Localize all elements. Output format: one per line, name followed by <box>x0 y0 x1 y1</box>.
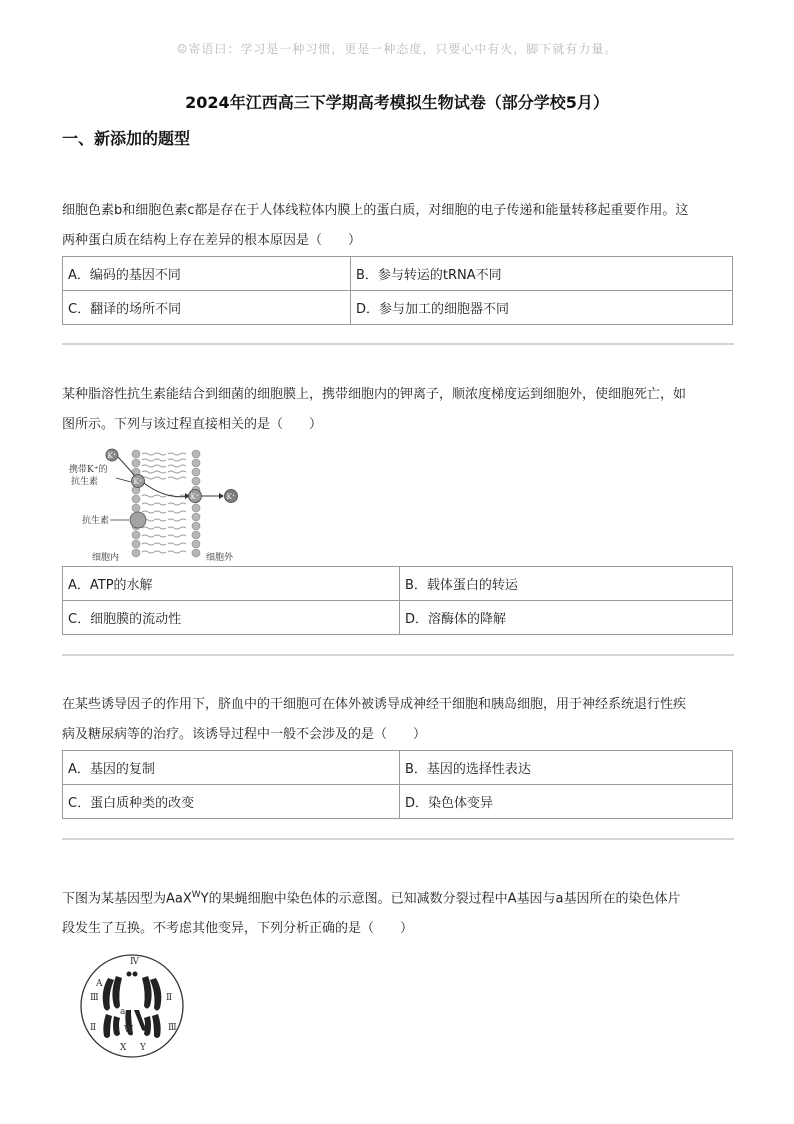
question-stem-line: 病及糖尿病等的治疗。该诱导过程中一般不会涉及的是（ ） <box>62 727 427 742</box>
option-c[interactable]: C．蛋白质种类的改变 <box>63 785 400 819</box>
antibiotic-label: 抗生素 <box>82 516 110 526</box>
option-a[interactable]: A．ATP的水解 <box>63 567 400 601</box>
stem-text: 下图为某基因型为AaX <box>62 891 192 907</box>
ion-label: K⁺ <box>226 493 236 501</box>
ion-label: K⁺ <box>107 452 117 460</box>
question-stem-line: 两种蛋白质在结构上存在差异的根本原因是（ ） <box>62 233 362 248</box>
antibiotic-membrane-figure <box>66 448 256 564</box>
fly-chromosome-figure <box>76 952 200 1060</box>
outside-cell-label: 细胞外 <box>206 553 234 563</box>
options-table <box>62 750 733 819</box>
option-a[interactable]: A．基因的复制 <box>63 751 400 785</box>
chromosome-label-iii-right: Ⅲ <box>168 1023 177 1034</box>
option-c[interactable]: C．翻译的场所不同 <box>63 291 351 325</box>
gene-label-a-lower: a <box>120 1007 126 1018</box>
question-separator <box>62 654 734 656</box>
carrier-label: 抗生素 <box>71 477 99 487</box>
option-b[interactable]: B．载体蛋白的转运 <box>400 567 733 601</box>
question-stem-line: 某种脂溶性抗生素能结合到细菌的细胞膜上，携带细胞内的钾离子，顺浓度梯度运到细胞外，使细胞死亡，如 <box>62 387 687 402</box>
section-heading: 一、新添加的题型 <box>62 129 191 148</box>
question-1 <box>62 196 734 325</box>
question-separator <box>62 343 734 345</box>
option-d[interactable]: D．参与加工的细胞器不同 <box>351 291 733 325</box>
question-stem-line: 图所示。下列与该过程直接相关的是（ ） <box>62 417 323 432</box>
inside-cell-label: 细胞内 <box>92 553 120 563</box>
option-b[interactable]: B．参与转运的tRNA不同 <box>351 257 733 291</box>
motto-header: ☺寄语曰：学习是一种习惯，更是一种态度，只要心中有火，脚下就有力量。 <box>176 42 618 56</box>
options-table <box>62 566 733 635</box>
chromosome-label-iii-left: Ⅲ <box>90 993 99 1004</box>
gene-label-w: W <box>124 1025 134 1036</box>
option-d[interactable]: D．染色体变异 <box>400 785 733 819</box>
chromosome-label-ii-left: Ⅱ <box>90 1023 97 1034</box>
option-b[interactable]: B．基因的选择性表达 <box>400 751 733 785</box>
chromosome-label-y: Y <box>140 1043 146 1054</box>
gene-label-a-upper: A <box>96 979 103 990</box>
question-stem-line: 在某些诱导因子的作用下，脐血中的干细胞可在体外被诱导成神经干细胞和胰岛细胞，用于神经系统退行性疾 <box>62 697 687 712</box>
stem-text: Y的果蝇细胞中染色体的示意图。已知减数分裂过程中A基因与a基因所在的染色体片 <box>200 891 681 907</box>
chromosome-label-x: X <box>120 1043 127 1054</box>
stem-superscript: W <box>191 890 201 900</box>
option-d[interactable]: D．溶酶体的降解 <box>400 601 733 635</box>
options-table <box>62 256 733 325</box>
question-stem-line: 细胞色素b和细胞色素c都是存在于人体线粒体内膜上的蛋白质，对细胞的电子传递和能量转移起重要作用。这 <box>62 203 689 218</box>
ion-label: K⁺ <box>190 493 200 501</box>
chromosome-label-ii-right: Ⅱ <box>166 993 173 1004</box>
question-3 <box>62 690 734 819</box>
option-a[interactable]: A．编码的基因不同 <box>63 257 351 291</box>
option-c[interactable]: C．细胞膜的流动性 <box>63 601 400 635</box>
chromosome-label-iv: Ⅳ <box>130 957 139 968</box>
page-title: 2024年江西高三下学期高考模拟生物试卷（部分学校5月） <box>185 93 609 112</box>
question-stem-line: 段发生了互换。不考虑其他变异，下列分析正确的是（ ） <box>62 921 414 937</box>
ion-label: K⁺ <box>133 478 143 486</box>
question-separator <box>62 838 734 840</box>
question-2 <box>62 380 734 635</box>
question-4 <box>62 880 734 1060</box>
carrier-label: 携带K⁺的 <box>69 465 108 475</box>
question-stem-line <box>62 880 734 914</box>
